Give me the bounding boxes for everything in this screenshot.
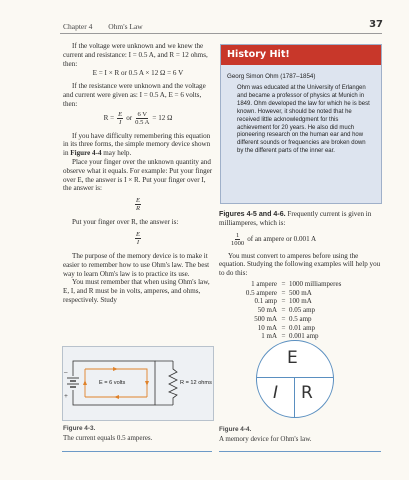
fraction	[135, 111, 149, 126]
ohms-law-memory-circle	[256, 340, 334, 418]
figure-caption-number: Figure 4-3.	[63, 425, 96, 432]
figure-caption-text: The current equals 0.5 amperes.	[63, 434, 153, 442]
paragraph: Put your finger over R, the answer is:	[72, 218, 179, 227]
equation-rhs: = 12 Ω	[152, 113, 173, 122]
fraction-denominator: 1000	[231, 239, 245, 247]
chapter-number: Chapter 4	[63, 22, 93, 31]
equals-sign: =	[281, 279, 286, 288]
conversion-row	[219, 297, 381, 306]
circuit-figure	[62, 346, 214, 421]
fraction-numerator: E	[135, 197, 141, 205]
fraction-numerator: E	[118, 110, 123, 118]
conversion-right: 500 mA	[289, 288, 312, 297]
paragraph	[63, 132, 213, 158]
text: Frequently current is given in milliamperes, which is:	[219, 210, 372, 227]
fraction-milliampere	[231, 232, 381, 247]
paragraph	[219, 210, 381, 228]
chapter-title: Ohm's Law	[108, 22, 143, 31]
arrow-down-icon	[145, 381, 149, 386]
conversion-left: 1 mA	[261, 332, 277, 341]
source-label: E = 6 volts	[99, 380, 126, 386]
figure-reference: Figure 4-4	[70, 149, 102, 158]
fraction	[135, 197, 141, 212]
paragraph: You must remember that when using Ohm's law, E, I, and R must be in volts, amperes, and ohms, respectively. Study	[63, 278, 210, 304]
chapter-heading	[63, 22, 157, 31]
history-hit-subtitle: Georg Simon Ohm (1787–1854)	[227, 73, 316, 80]
conversion-left: 10 mA	[257, 323, 277, 332]
header-rule	[60, 33, 382, 34]
right-column	[219, 210, 381, 341]
equals-sign: =	[281, 314, 286, 323]
conversion-row	[219, 315, 381, 324]
fraction-denominator: R	[135, 205, 141, 213]
paragraph: You must convert to amperes before using the equation. Studying the following examples will help you to do this:	[219, 251, 381, 278]
conversion-row	[219, 324, 381, 333]
bottom-rule	[62, 451, 212, 452]
conversion-left: 1 ampere	[251, 279, 277, 288]
conversion-row	[219, 289, 381, 298]
paragraph: The purpose of the memory device is to make it easier to remember how to use Ohm's law. The best way to learn Ohm's law is to practice its use.	[63, 251, 210, 278]
history-hit-box	[220, 44, 382, 204]
fraction-numerator: 1	[235, 231, 240, 239]
paragraph: If the resistance were unknown and the voltage and current were given as: I = 0.5 A, E = 6 volts, then:	[63, 82, 206, 108]
figure-reference: Figures 4-5 and 4-6.	[219, 210, 286, 218]
arrow-left-icon	[114, 395, 119, 399]
memory-i: I	[273, 383, 279, 403]
divider-vertical	[294, 377, 295, 417]
fraction	[135, 231, 141, 246]
history-hit-body: Ohm was educated at the University of Erlangen and became a professor of physics at Munich in 1849. Ohm developed the law for which he is best known. However, it should be noted that he received little acknowledgment for this achievement for 20 years. He also did much pioneering research on the human ear and how different sounds or frequencies are broken down by the different parts of the inner ear.	[237, 85, 370, 155]
history-hit-title: History Hit!	[221, 45, 381, 65]
conversion-right: 0.001 amp	[289, 332, 319, 341]
equation-lhs: R =	[103, 113, 115, 122]
fraction	[231, 232, 244, 247]
paragraph: Place your finger over the unknown quantity and observe what it equals. For example: Put your finger over E, the answer is I × R. Put your finger over I, the answer is:	[63, 157, 213, 193]
minus-sign: –	[64, 368, 68, 376]
conversion-left: 500 mA	[254, 314, 277, 323]
equation-or: or	[126, 113, 133, 122]
text: If you have difficulty remembering this equation in its three forms, the simple memory device shown in	[63, 131, 211, 158]
conversion-left: 0.5 ampere	[245, 288, 277, 297]
fraction	[117, 111, 123, 126]
arrow-right-icon	[113, 367, 118, 371]
resistor-icon	[169, 361, 177, 405]
conversion-right: 0.01 amp	[289, 323, 316, 332]
conversion-row	[219, 306, 381, 315]
fraction-tail: of an ampere or 0.001 A	[247, 234, 317, 243]
fraction-numerator: E	[135, 230, 141, 238]
fraction-denominator: 0.5 A	[135, 118, 150, 126]
fraction-e-over-r	[63, 197, 213, 212]
figure-caption-number: Figure 4-4.	[219, 426, 252, 433]
conversion-right: 0.5 amp	[289, 314, 312, 323]
fraction-denominator: I	[119, 118, 122, 126]
resistor-label: R = 12 ohms	[180, 380, 212, 386]
conversion-left: 50 mA	[257, 306, 277, 315]
bottom-rule	[219, 451, 381, 452]
fraction-numerator: 6 V	[137, 110, 148, 118]
plus-sign: +	[64, 392, 68, 400]
equation-r	[63, 111, 213, 126]
equals-sign: =	[281, 288, 286, 297]
paragraph: If the voltage were unknown and we knew the current and resistance: I = 0.5 A, and R = 12 ohms, then:	[63, 42, 208, 68]
page-header	[0, 0, 409, 30]
page-number: 37	[369, 19, 383, 30]
memory-e: E	[287, 348, 298, 368]
conversion-right: 1000 milliamperes	[289, 279, 342, 288]
equals-sign: =	[281, 323, 286, 332]
conversion-row	[219, 280, 381, 289]
fraction-e-over-i	[63, 231, 213, 246]
fraction-denominator: I	[136, 238, 140, 246]
equals-sign: =	[281, 297, 286, 306]
figure-caption-text: A memory device for Ohm's law.	[219, 435, 312, 443]
equals-sign: =	[281, 306, 286, 315]
conversion-left: 0.1 amp	[254, 297, 277, 306]
conversion-right: 100 mA	[289, 297, 312, 306]
text: may help.	[101, 149, 132, 158]
equation-e: E = I × R or 0.5 A × 12 Ω = 6 V	[92, 69, 184, 78]
left-column	[63, 42, 213, 305]
equals-sign: =	[281, 332, 286, 341]
divider-horizontal	[257, 377, 333, 378]
arrow-up-icon	[83, 380, 87, 385]
conversion-table	[219, 280, 381, 341]
conversion-right: 0.05 amp	[289, 306, 316, 315]
memory-r: R	[301, 383, 313, 403]
